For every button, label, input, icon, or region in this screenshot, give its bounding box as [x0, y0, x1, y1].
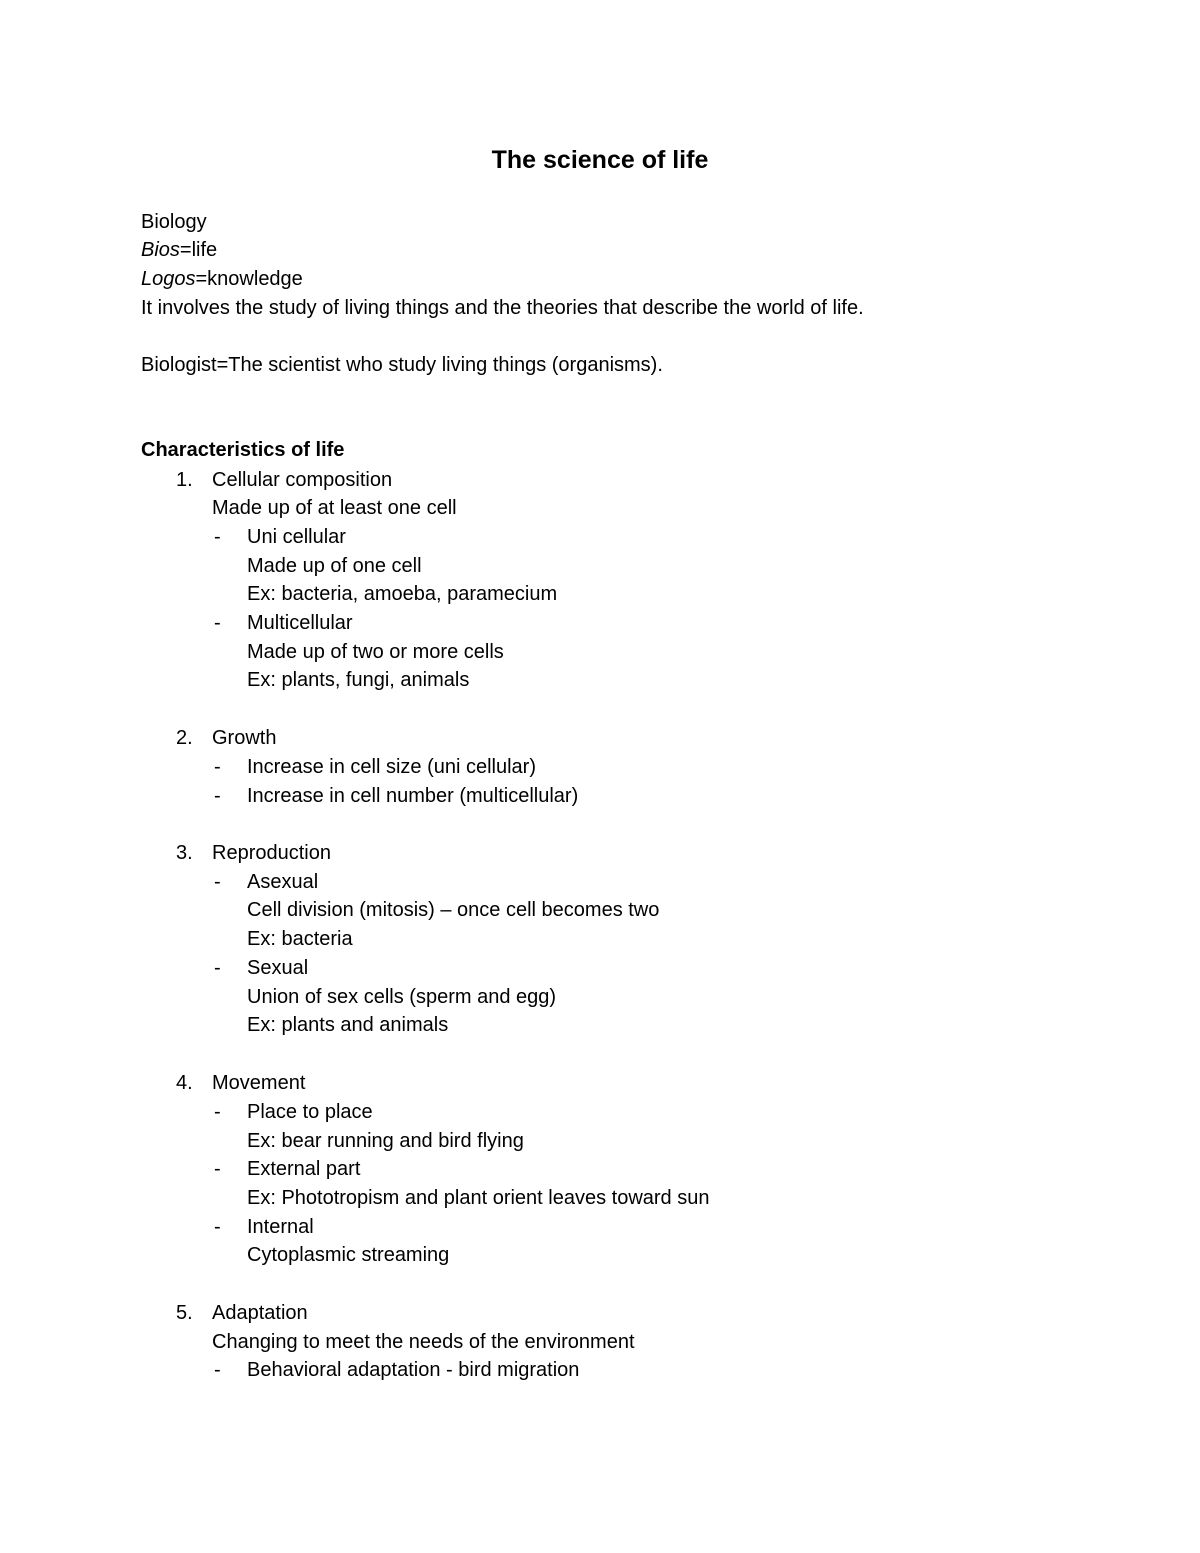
item-1-bullet-1-detail-1: Made up of one cell: [247, 555, 422, 577]
characteristics-heading: Characteristics of life: [141, 439, 345, 461]
document-title: The science of life: [491, 146, 709, 174]
item-4-bullet-3-detail-1: Cytoplasmic streaming: [247, 1244, 450, 1266]
logos-definition: =knowledge: [195, 268, 303, 290]
item-3-bullet-2-detail-1: Union of sex cells (sperm and egg): [247, 986, 557, 1008]
bullet-dash: -: [214, 526, 221, 548]
item-1-number: 1.: [176, 469, 193, 491]
bios-line: [141, 236, 217, 264]
item-1-description: Made up of at least one cell: [212, 497, 457, 519]
bullet-dash: -: [214, 785, 221, 807]
item-3-bullet-1-detail-2: Ex: bacteria: [247, 928, 353, 950]
item-3-bullet-2-detail-2: Ex: plants and animals: [247, 1014, 449, 1036]
item-3-bullet-2: Sexual: [247, 957, 309, 979]
item-4-bullet-2: External part: [247, 1158, 361, 1180]
item-3-number: 3.: [176, 842, 193, 864]
item-1-bullet-1: Uni cellular: [247, 526, 346, 548]
item-5-bullet-1: Behavioral adaptation - bird migration: [247, 1359, 580, 1381]
item-1-bullet-2: Multicellular: [247, 612, 353, 634]
biologist-line: Biologist=The scientist who study living things (organisms).: [141, 354, 663, 376]
bullet-dash: -: [214, 1216, 221, 1238]
item-4-bullet-1: Place to place: [247, 1101, 373, 1123]
item-5-number: 5.: [176, 1302, 193, 1324]
involves-line: It involves the study of living things and the theories that describe the world of life.: [141, 297, 864, 319]
item-4-number: 4.: [176, 1072, 193, 1094]
bullet-dash: -: [214, 1158, 221, 1180]
bullet-dash: -: [214, 957, 221, 979]
bullet-dash: -: [214, 1359, 221, 1381]
item-1-title: Cellular composition: [212, 469, 393, 491]
item-4-bullet-3: Internal: [247, 1216, 314, 1238]
bios-definition: =life: [179, 239, 218, 261]
bios-term: Bios: [141, 239, 180, 261]
biology-line: Biology: [141, 211, 207, 233]
item-4-bullet-2-detail-1: Ex: Phototropism and plant orient leaves toward sun: [247, 1187, 710, 1209]
item-2-number: 2.: [176, 727, 193, 749]
item-5-description: Changing to meet the needs of the environment: [212, 1331, 635, 1353]
bullet-dash: -: [214, 756, 221, 778]
item-4-bullet-1-detail-1: Ex: bear running and bird flying: [247, 1130, 524, 1152]
item-3-bullet-1-detail-1: Cell division (mitosis) – once cell becomes two: [247, 899, 660, 921]
item-1-bullet-1-detail-2: Ex: bacteria, amoeba, paramecium: [247, 583, 558, 605]
item-1-bullet-2-detail-2: Ex: plants, fungi, animals: [247, 669, 470, 691]
bullet-dash: -: [214, 1101, 221, 1123]
item-4-title: Movement: [212, 1072, 306, 1094]
bullet-dash: -: [214, 612, 221, 634]
item-3-bullet-1: Asexual: [247, 871, 319, 893]
item-2-bullet-1: Increase in cell size (uni cellular): [247, 756, 537, 778]
item-5-title: Adaptation: [212, 1302, 308, 1324]
item-1-bullet-2-detail-1: Made up of two or more cells: [247, 641, 504, 663]
logos-line: [141, 265, 303, 293]
logos-term: Logos: [141, 268, 196, 290]
bullet-dash: -: [214, 871, 221, 893]
item-2-title: Growth: [212, 727, 277, 749]
item-2-bullet-2: Increase in cell number (multicellular): [247, 785, 579, 807]
item-3-title: Reproduction: [212, 842, 331, 864]
